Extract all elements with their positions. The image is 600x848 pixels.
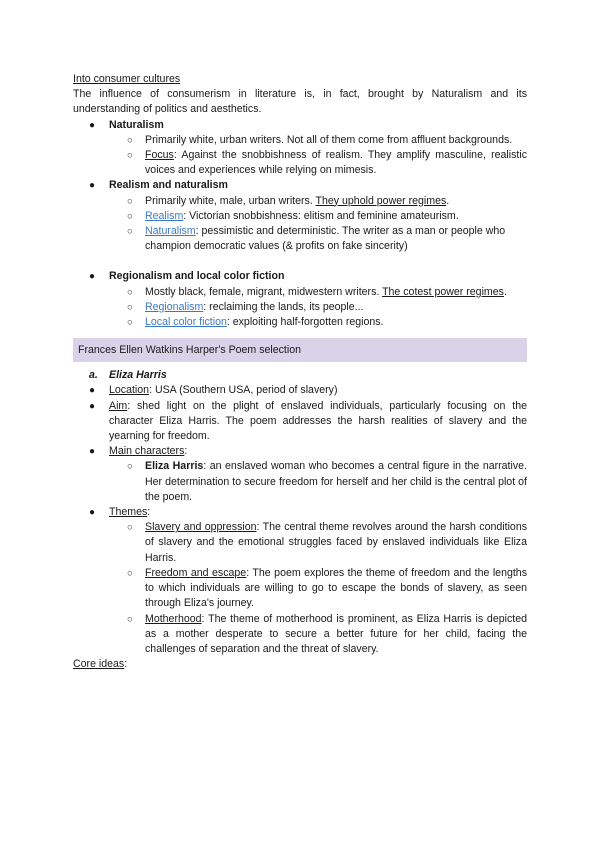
naturalism-title: Naturalism: [109, 118, 164, 131]
bullet-circle: ○: [127, 226, 133, 238]
core-ideas-label: Core ideas: [73, 658, 125, 671]
regionalism-title: Regionalism and local color fiction: [109, 270, 285, 283]
sub-item-theme-freedom: [73, 566, 527, 612]
sub-item-naturalism-focus: [73, 148, 527, 178]
sub-item-local-color-link: [73, 315, 527, 330]
core-ideas-line: [73, 657, 527, 672]
poem-marker: a.: [89, 369, 98, 382]
aim-label: Aim: [109, 399, 128, 412]
sub-item-realism-writers: [73, 194, 527, 209]
location-text: : USA (Southern USA, period of slavery): [149, 384, 338, 397]
section-heading-consumer-cultures: [73, 72, 527, 87]
bullet-circle: ○: [127, 150, 133, 162]
regionalism-link[interactable]: Regionalism: [145, 300, 204, 313]
local-color-link-text: : exploiting half-forgotten regions.: [226, 316, 384, 329]
sub-item-naturalism-writers: [73, 133, 527, 148]
regionalism-item1-text: Mostly black, female, migrant, midwestern writers.: [145, 285, 383, 298]
uphold-power-regimes: They uphold power regimes: [315, 194, 447, 207]
theme2-text: : The poem explores the theme of freedom and the lengths to which individuals are willing to go to escape the bonds of slavery, as seen through Eliza's journey.: [145, 566, 527, 610]
bullet-circle: ○: [127, 461, 133, 473]
realism-link[interactable]: Realism: [145, 209, 184, 222]
list-item-naturalism: [73, 118, 527, 133]
bullet-disc: ●: [89, 180, 96, 192]
bullet-disc: ●: [89, 446, 96, 458]
sub-item-eliza-harris: [73, 459, 527, 505]
realism-item1-end: .: [446, 194, 450, 207]
poem-heading: [73, 368, 527, 383]
realism-link-text: : Victorian snobbishness: elitism and feminine amateurism.: [183, 209, 459, 222]
sub-item-theme-slavery: [73, 520, 527, 566]
regionalism-link-text: : reclaiming the lands, its people...: [203, 300, 364, 313]
theme2-label: Freedom and escape: [145, 566, 247, 579]
eliza-name: Eliza Harris: [145, 460, 204, 473]
naturalism-link[interactable]: Naturalism: [145, 225, 196, 238]
bullet-disc: ●: [89, 385, 96, 397]
list-item-aim: [73, 399, 527, 445]
poem-title: Eliza Harris: [109, 369, 167, 382]
cotest-power-regimes: The cotest power regimes: [382, 285, 504, 298]
focus-text: : Against the snobbishness of realism. They amplify masculine, realistic voices and experiences while relying on mimesis.: [145, 149, 527, 177]
core-ideas-colon: :: [124, 658, 128, 671]
sub-item-theme-motherhood: [73, 612, 527, 658]
eliza-text: : an enslaved woman who becomes a central figure in the narrative. Her determination to secure freedom for herself and her child is the central plot of the poem.: [145, 460, 527, 503]
bullet-circle: ○: [127, 301, 133, 313]
list-item-realism-naturalism: [73, 178, 527, 193]
blank-line: [73, 254, 527, 269]
list-item-themes: [73, 505, 527, 520]
bullet-disc: ●: [89, 400, 96, 412]
bullet-disc: ●: [89, 119, 96, 131]
bullet-circle: ○: [127, 195, 133, 207]
local-color-fiction-link[interactable]: Local color fiction: [145, 316, 227, 329]
sub-item-naturalism-link: [73, 224, 527, 254]
section-band-harper: Frances Ellen Watkins Harper's Poem selection: [73, 338, 527, 362]
list-item-location: [73, 383, 527, 398]
characters-colon: :: [184, 445, 188, 458]
theme3-label: Motherhood: [145, 612, 202, 625]
sub-item-regionalism-link: [73, 300, 527, 315]
bullet-disc: ●: [89, 271, 96, 283]
heading-text: Into consumer cultures: [73, 73, 181, 85]
theme1-label: Slavery and oppression: [145, 521, 257, 534]
focus-label: Focus: [145, 149, 174, 162]
bullet-circle: ○: [127, 134, 133, 146]
bullet-circle: ○: [127, 522, 133, 534]
sub-item-realism-link: [73, 209, 527, 224]
themes-colon: :: [147, 506, 151, 519]
theme3-text: : The theme of motherhood is prominent, as Eliza Harris is depicted as a mother desperate to secure a better future for her child, facing the challenges of separation and the threat of slavery.: [145, 612, 527, 655]
bullet-circle: ○: [127, 567, 133, 579]
naturalism-item1-text: Primarily white, urban writers. Not all of them come from affluent backgrounds.: [145, 133, 513, 146]
realism-naturalism-title: Realism and naturalism: [109, 179, 228, 192]
location-label: Location: [109, 384, 150, 397]
naturalism-link-text: : pessimistic and deterministic. The writer as a man or people who champion democratic values (& profits on fake sincerity): [145, 225, 506, 253]
characters-label: Main characters: [109, 445, 185, 458]
list-item-regionalism: [73, 269, 527, 284]
realism-item1-text: Primarily white, male, urban writers.: [145, 194, 316, 207]
regionalism-item1-end: .: [503, 285, 507, 298]
bullet-circle: ○: [127, 613, 133, 625]
intro-paragraph: The influence of consumerism in literature is, in fact, brought by Naturalism and its understanding of politics and aesthetics.: [73, 88, 527, 116]
list-item-main-characters: [73, 444, 527, 459]
themes-label: Themes: [109, 506, 148, 519]
bullet-circle: ○: [127, 286, 133, 298]
aim-text: : shed light on the plight of enslaved individuals, particularly focusing on the character Eliza Harris. The poem addresses the harsh realities of slavery and the yearning for freedom.: [109, 399, 527, 443]
bullet-circle: ○: [127, 210, 133, 222]
sub-item-regionalism-writers: [73, 285, 527, 300]
bullet-disc: ●: [89, 507, 96, 519]
theme1-text: : The central theme revolves around the harsh conditions of slavery and the emotional struggles faced by enslaved individuals like Eliza Harris.: [145, 521, 528, 564]
bullet-circle: ○: [127, 317, 133, 329]
